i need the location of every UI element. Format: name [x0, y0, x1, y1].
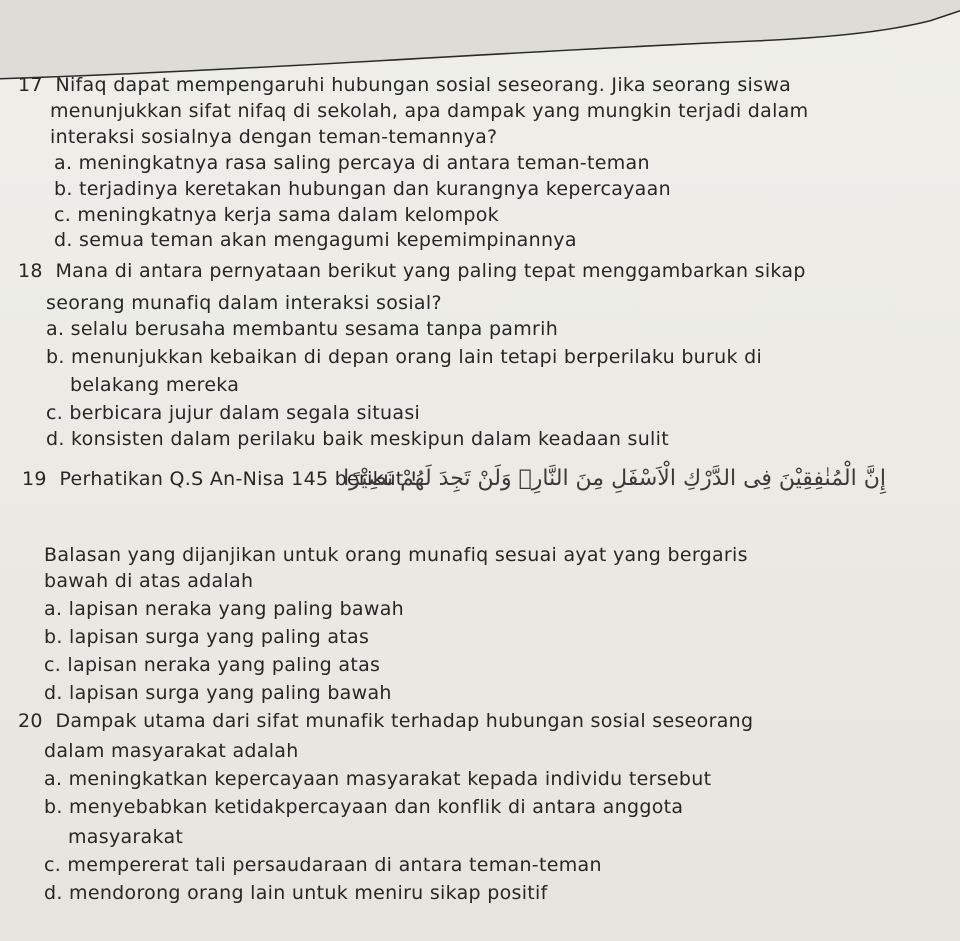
question-20-option-b[interactable]: b. menyebabkan ketidakpercayaan dan konflik di antara anggota: [44, 796, 684, 818]
question-17-option-a[interactable]: a. meningkatnya rasa saling percaya di antara teman-teman: [54, 152, 650, 174]
question-18-option-d[interactable]: d. konsisten dalam perilaku baik meskipun dalam keadaan sulit: [46, 428, 669, 450]
question-20-option-d[interactable]: d. mendorong orang lain untuk meniru sikap positif: [44, 882, 548, 904]
question-19-option-a[interactable]: a. lapisan neraka yang paling bawah: [44, 598, 405, 620]
question-17-option-d[interactable]: d. semua teman akan mengagumi kepemimpinannya: [54, 229, 577, 251]
question-19-option-d[interactable]: d. lapisan surga yang paling bawah: [44, 682, 392, 704]
question-19-option-c[interactable]: c. lapisan neraka yang paling atas: [44, 654, 381, 676]
question-19-option-b[interactable]: b. lapisan surga yang paling atas: [44, 626, 370, 648]
question-18-option-b[interactable]: b. menunjukkan kebaikan di depan orang lain tetapi berperilaku buruk di: [46, 346, 763, 368]
question-17-line-1: 17 Nifaq dapat mempengaruhi hubungan sosial seseorang. Jika seorang siswa: [18, 74, 792, 96]
question-17-option-b[interactable]: b. terjadinya keretakan hubungan dan kurangnya kepercayaan: [54, 178, 671, 200]
question-18-option-a[interactable]: a. selalu berusaha membantu sesama tanpa pamrih: [46, 318, 559, 340]
question-17-line-2: menunjukkan sifat nifaq di sekolah, apa dampak yang mungkin terjadi dalam: [50, 100, 809, 122]
question-20-line-2: dalam masyarakat adalah: [44, 740, 299, 762]
question-20-option-c[interactable]: c. mempererat tali persaudaraan di antara teman-teman: [44, 854, 602, 876]
question-18-line-2: seorang munafiq dalam interaksi sosial?: [46, 292, 442, 314]
question-17-line-3: interaksi sosialnya dengan teman-temannya?: [50, 126, 498, 148]
question-19-line-1: 19 Perhatikan Q.S An-Nisa 145 berikut !: [22, 468, 418, 490]
question-20-number: 20: [18, 710, 43, 732]
question-20-option-a[interactable]: a. meningkatkan kepercayaan masyarakat kepada individu tersebut: [44, 768, 712, 790]
question-20-line-1: 20 Dampak utama dari sifat munafik terhadap hubungan sosial seseorang: [18, 710, 754, 732]
question-18-option-c[interactable]: c. berbicara jujur dalam segala situasi: [46, 402, 421, 424]
quran-verse-arabic: إِنَّ الْمُنٰفِقِيْنَ فِى الدَّرْكِ الْاَسْفَلِ مِنَ النَّارِۚ وَلَنْ تَجِدَ لَهُمْ نَصِيْرًا: [343, 466, 886, 491]
question-19-line-3: bawah di atas adalah: [44, 570, 254, 592]
question-17-option-c[interactable]: c. meningkatnya kerja sama dalam kelompok: [54, 204, 499, 226]
question-20-option-b-line-2: masyarakat: [68, 826, 184, 848]
question-19-line-2: Balasan yang dijanjikan untuk orang munafiq sesuai ayat yang bergaris: [44, 544, 748, 566]
question-19-number: 19: [22, 468, 47, 490]
question-17-number: 17: [18, 74, 43, 96]
question-18-option-b-line-2: belakang mereka: [70, 374, 240, 396]
question-18-number: 18: [18, 260, 43, 282]
question-18-line-1: 18 Mana di antara pernyataan berikut yang paling tepat menggambarkan sikap: [18, 260, 806, 282]
